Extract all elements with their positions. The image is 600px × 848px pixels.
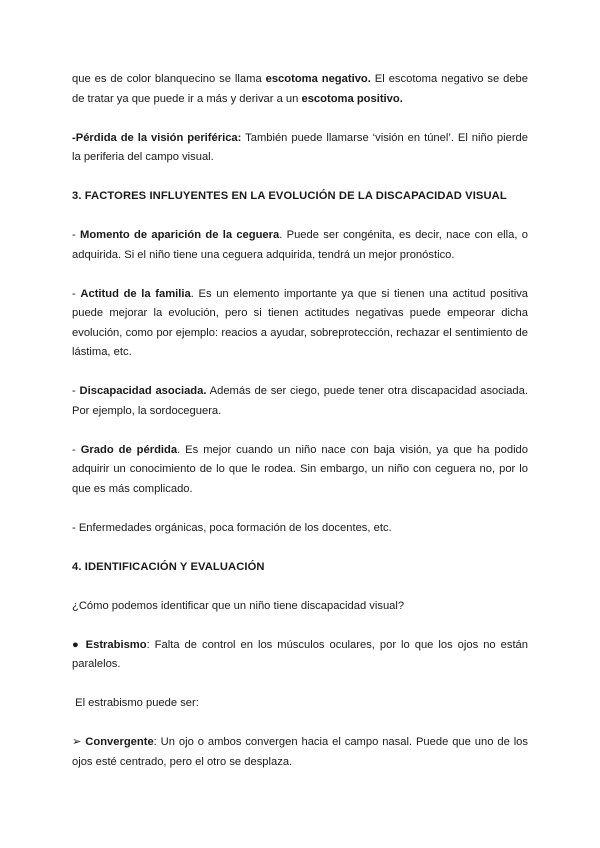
factor-item-text: Además de ser ciego, puede tener otra discapacidad asociada. Por ejemplo, la sordoceguera. [72,385,528,417]
factor-item-term: Actitud de la familia [80,287,191,300]
paragraph-peripheral-loss [72,129,528,168]
estrabismo-term: Estrabismo [85,638,147,651]
identification-question: ¿Cómo podemos identificar que un niño tiene discapacidad visual? [72,599,405,612]
bullet-dot-icon: ● [72,638,86,651]
factor-item-prefix: - [72,287,81,300]
factor-item [72,226,528,265]
peripheral-loss-text: También puede llamarse ‘visión en túnel’. El niño pierde la periferia del campo visual. [72,131,528,163]
convergente-term: Convergente [85,736,154,748]
factor-item-term: Grado de pérdida [80,443,178,456]
factor-item-prefix: - [72,443,81,456]
escotoma-positivo-term: escotoma positivo. [301,92,403,105]
factor-item-text: . Puede ser congénita, es decir, nace con ella, o adquirida. Si el niño tiene una ceguera adquirida, tendrá un mejor pronóstico. [72,229,528,261]
factor-item-text: . Es mejor cuando un niño nace con baja visión, ya que ha podido adquirir un conocimiento de lo que le rodea. Sin embargo, un niño con ceguera no, por lo que es más complicado. [72,443,528,495]
factor-item [72,382,528,421]
factor-item-term: Discapacidad asociada. [79,385,207,397]
factor-item-prefix: - [72,385,80,397]
factor-item-last: - Enfermedades orgánicas, poca formación de los docentes, etc. [72,521,392,534]
escotoma-text-1: que es de color blanquecino se llama [72,73,266,85]
factor-item-term: Momento de aparición de la ceguera [80,229,280,241]
estrabismo-item [72,636,528,675]
document-body [72,70,528,792]
factor-item [72,285,528,363]
convergente-item [72,733,528,772]
paragraph-escotoma [72,70,528,109]
section-4-heading: 4. IDENTIFICACIÓN Y EVALUACIÓN [72,560,265,573]
factor-item-text: . Es un elemento importante ya que si tienen una actitud positiva puede mejorar la evolución, pero si tienen actitudes negativas puede empeorar dicha evolución, como por ejemplo: reacios a ayudar, sobreprotección, rechazar el sentimiento de lástima, etc. [72,287,529,358]
escotoma-negativo-term: escotoma negativo. [265,73,371,85]
convergente-text: : Un ojo o ambos convergen hacia el campo nasal. Puede que uno de los ojos esté centrado, pero el otro se desplaza. [72,736,528,768]
estrabismo-text: : Falta de control en los músculos oculares, por lo que los ojos no están paralelos. [72,638,528,670]
peripheral-loss-term: -Pérdida de la visión periférica: [72,131,242,144]
section-3-heading: 3. FACTORES INFLUYENTES EN LA EVOLUCIÓN DE LA DISCAPACIDAD VISUAL [72,190,507,202]
factor-item [72,441,528,500]
estrabismo-intro: El estrabismo puede ser: [72,697,199,709]
arrow-bullet-icon: ➢ [72,736,86,748]
factor-item-prefix: - [72,229,81,241]
escotoma-text-2: El escotoma negativo se debe de tratar ya que puede ir a más y derivar a un [72,73,528,105]
